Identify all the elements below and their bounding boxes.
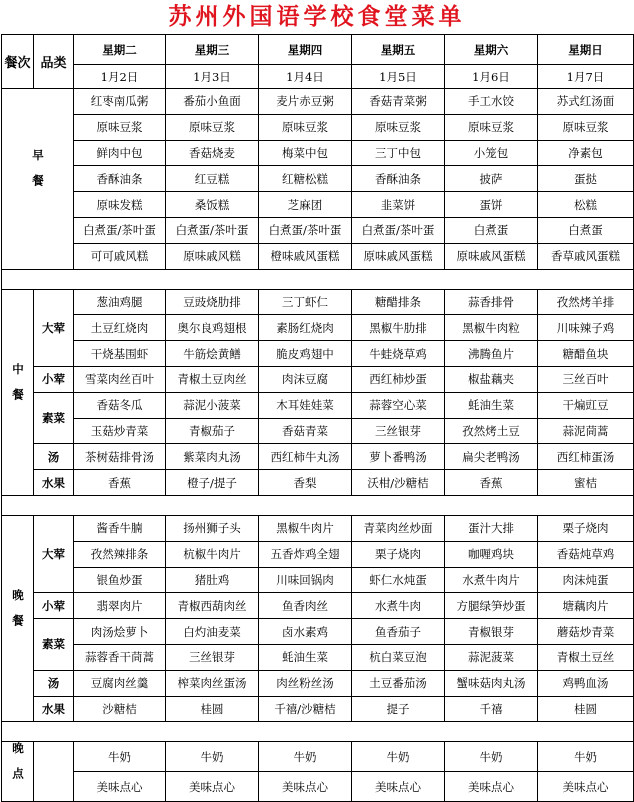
dish-cell: 白煮蛋/茶叶蛋 [259,217,352,243]
table-row [2,444,634,470]
dish-cell: 孜然辣排条 [74,541,166,567]
dish-cell: 原味豆浆 [445,114,538,140]
day-header: 星期二 [74,35,166,65]
dish-cell: 脆皮鸡翅中 [259,341,352,367]
dish-cell: 原味豆浆 [352,114,445,140]
dish-cell: 白煮蛋 [538,217,634,243]
dish-cell: 牛筋烩黄鳝 [166,341,259,367]
day-header: 星期六 [445,35,538,65]
dish-cell: 肉沫豆腐 [259,366,352,392]
dish-cell: 蛋饼 [445,192,538,218]
dish-cell: 干烧基围虾 [74,341,166,367]
category-label: 素菜 [34,392,74,444]
dish-cell: 红糖松糕 [259,166,352,192]
breakfast-label [2,89,74,270]
dish-cell: 栗子烧肉 [538,515,634,541]
table-row [2,567,634,593]
dish-cell: 青椒银芽 [445,619,538,645]
meal-label: 中餐 [11,362,25,414]
dish-cell: 桂圆 [166,696,259,722]
dish-cell: 三丝百叶 [538,366,634,392]
table-row [2,89,634,115]
dish-cell: 豆腐肉丝羹 [74,670,166,696]
dish-cell: 青菜肉丝炒面 [352,515,445,541]
dish-cell: 杭椒牛肉片 [166,541,259,567]
dish-cell: 青椒土豆丝 [538,644,634,670]
dish-cell: 紫菜肉丸汤 [166,444,259,470]
category-label: 汤 [34,444,74,470]
dish-cell: 牛奶 [166,742,259,772]
dish-cell: 白煮蛋/茶叶蛋 [166,217,259,243]
meal-label: 晚餐 [11,589,25,641]
dish-cell: 香梨 [259,470,352,496]
dish-cell: 香菇冬瓜 [74,392,166,418]
dish-cell: 蚝油生菜 [445,392,538,418]
dish-cell: 素肠红烧肉 [259,315,352,341]
dish-cell: 小笼包 [445,140,538,166]
dish-cell: 沸腾鱼片 [445,341,538,367]
table-row [2,366,634,392]
table-row [2,65,634,89]
dish-cell: 青椒西葫肉丝 [166,593,259,619]
dish-cell: 塘藕肉片 [538,593,634,619]
dish-cell: 蘑菇炒青菜 [538,619,634,645]
dish-cell: 美味点心 [259,772,352,802]
dish-cell: 香蕉 [74,470,166,496]
dish-cell: 奥尔良鸡翅根 [166,315,259,341]
dish-cell: 红豆糕 [166,166,259,192]
dish-cell: 蒜泥小菠菜 [166,392,259,418]
dish-cell: 沙糖桔 [74,696,166,722]
category-label: 素菜 [34,619,74,671]
category-label: 汤 [34,670,74,696]
dish-cell: 美味点心 [352,772,445,802]
dish-cell: 沃柑/沙糖桔 [352,470,445,496]
dish-cell: 水煮牛肉 [352,593,445,619]
dish-cell: 土豆番茄汤 [352,670,445,696]
dish-cell: 孜然烤羊排 [538,289,634,315]
date-cell: 1月3日 [166,65,259,89]
dish-cell: 美味点心 [445,772,538,802]
table-row [2,541,634,567]
dish-cell: 蒜泥茼蒿 [538,418,634,444]
dish-cell: 黑椒牛肉片 [259,515,352,541]
dish-cell: 鱼香茄子 [352,619,445,645]
menu-table [1,34,634,802]
date-cell: 1月2日 [74,65,166,89]
lunch-label [2,289,34,495]
dish-cell: 椒盐藕夹 [445,366,538,392]
spacer-row [2,722,634,742]
dish-cell: 鲜肉中包 [74,140,166,166]
dish-cell: 蛋挞 [538,166,634,192]
dish-cell: 茶树菇排骨汤 [74,444,166,470]
dish-cell: 三丝银芽 [166,644,259,670]
dish-cell: 可可戚风糕 [74,243,166,269]
dish-cell: 虾仁水炖蛋 [352,567,445,593]
dish-cell: 美味点心 [538,772,634,802]
table-row [2,644,634,670]
dish-cell: 千禧/沙糖桔 [259,696,352,722]
dish-cell: 三丁虾仁 [259,289,352,315]
table-row [2,166,634,192]
table-row [2,619,634,645]
dish-cell: 香酥油条 [74,166,166,192]
dish-cell: 水煮牛肉片 [445,567,538,593]
dish-cell: 青椒茄子 [166,418,259,444]
dish-cell: 披萨 [445,166,538,192]
day-header: 星期四 [259,35,352,65]
dish-cell: 肉汤烩萝卜 [74,619,166,645]
dish-cell: 银鱼炒蛋 [74,567,166,593]
dish-cell: 榨菜肉丝蛋汤 [166,670,259,696]
dish-cell: 松糕 [538,192,634,218]
dish-cell: 鸡鸭血汤 [538,670,634,696]
table-row [2,470,634,496]
dish-cell: 桂圆 [538,696,634,722]
dish-cell: 原味豆浆 [74,114,166,140]
dish-cell: 净素包 [538,140,634,166]
dish-cell: 黑椒牛肉粒 [445,315,538,341]
dish-cell: 糖醋排条 [352,289,445,315]
dish-cell: 孜然烤土豆 [445,418,538,444]
dish-cell: 香酥油条 [352,166,445,192]
date-cell: 1月6日 [445,65,538,89]
table-row [2,418,634,444]
dish-cell: 手工水饺 [445,89,538,115]
day-header: 星期五 [352,35,445,65]
dish-cell: 白煮蛋/茶叶蛋 [74,217,166,243]
category-col-header: 品类 [34,35,74,89]
dish-cell: 白灼油麦菜 [166,619,259,645]
dish-cell: 干煸豇豆 [538,392,634,418]
dish-cell: 萝卜番鸭汤 [352,444,445,470]
dish-cell: 酱香牛腩 [74,515,166,541]
dish-cell: 蜜桔 [538,470,634,496]
dish-cell: 牛奶 [74,742,166,772]
dish-cell: 葱油鸡腿 [74,289,166,315]
dish-cell: 橙子/提子 [166,470,259,496]
dish-cell: 黑椒牛肋排 [352,315,445,341]
table-row [2,670,634,696]
dish-cell: 雪菜肉丝百叶 [74,366,166,392]
dish-cell: 蚝油生菜 [259,644,352,670]
table-row [2,289,634,315]
dish-cell: 肉丝粉丝汤 [259,670,352,696]
table-row [2,772,634,802]
dish-cell: 方腿绿笋炒蛋 [445,593,538,619]
meal-label: 晚点 [11,742,25,794]
dish-cell: 原味豆浆 [538,114,634,140]
dish-cell: 美味点心 [166,772,259,802]
table-row [2,243,634,269]
dish-cell: 三丝银芽 [352,418,445,444]
dish-cell: 五香炸鸡全翅 [259,541,352,567]
dish-cell: 原味豆浆 [166,114,259,140]
date-cell: 1月5日 [352,65,445,89]
date-cell: 1月4日 [259,65,352,89]
spacer-row [2,495,634,515]
dish-cell: 原味戚风蛋糕 [352,243,445,269]
table-row [2,742,634,772]
dish-cell: 川味辣子鸡 [538,315,634,341]
dish-cell: 梅菜中包 [259,140,352,166]
table-row [2,515,634,541]
snack-label [2,742,34,802]
dish-cell: 韭菜饼 [352,192,445,218]
dish-cell: 橙味戚风蛋糕 [259,243,352,269]
dish-cell: 猪肚鸡 [166,567,259,593]
category-label: 大荤 [34,515,74,592]
category-label: 水果 [34,470,74,496]
dish-cell: 翡翠肉片 [74,593,166,619]
dish-cell: 香菇烧麦 [166,140,259,166]
category-label: 小荤 [34,366,74,392]
dish-cell: 蒜蓉香干茼蒿 [74,644,166,670]
dish-cell: 美味点心 [74,772,166,802]
dish-cell: 牛奶 [538,742,634,772]
dish-cell: 白煮蛋 [445,217,538,243]
dish-cell: 西红柿蛋汤 [538,444,634,470]
dish-cell: 牛蛙烧草鸡 [352,341,445,367]
dish-cell: 香菇炖草鸡 [538,541,634,567]
dish-cell: 咖喱鸡块 [445,541,538,567]
table-row [2,341,634,367]
table-row [2,35,634,65]
dish-cell: 糖醋鱼块 [538,341,634,367]
day-header: 星期三 [166,35,259,65]
dish-cell: 牛奶 [352,742,445,772]
dish-cell: 玉菇炒青菜 [74,418,166,444]
dish-cell: 肉沫炖蛋 [538,567,634,593]
table-row [2,192,634,218]
day-header: 星期日 [538,35,634,65]
dish-cell: 香草戚风蛋糕 [538,243,634,269]
dish-cell: 三丁中包 [352,140,445,166]
dish-cell: 芝麻团 [259,192,352,218]
dish-cell: 栗子烧肉 [352,541,445,567]
dish-cell: 蒜泥菠菜 [445,644,538,670]
dish-cell: 提子 [352,696,445,722]
dish-cell: 红枣南瓜粥 [74,89,166,115]
dish-cell: 土豆红烧肉 [74,315,166,341]
dish-cell: 桑饭糕 [166,192,259,218]
meal-col-header: 餐次 [2,35,34,89]
dish-cell: 苏式红汤面 [538,89,634,115]
table-row [2,593,634,619]
table-row [2,722,634,742]
dish-cell: 扁尖老鸭汤 [445,444,538,470]
dish-cell: 青椒土豆肉丝 [166,366,259,392]
dish-cell: 白煮蛋/茶叶蛋 [352,217,445,243]
table-row [2,269,634,289]
meal-label: 早餐 [31,149,45,201]
category-label: 小荤 [34,593,74,619]
dish-cell: 蒜香排骨 [445,289,538,315]
dish-cell: 千禧 [445,696,538,722]
dish-cell: 豆豉烧肋排 [166,289,259,315]
dish-cell: 香菇青菜 [259,418,352,444]
dish-cell: 扬州狮子头 [166,515,259,541]
dish-cell: 番茄小鱼面 [166,89,259,115]
dish-cell: 鱼香肉丝 [259,593,352,619]
dish-cell: 原味豆浆 [259,114,352,140]
table-row [2,140,634,166]
dish-cell: 香菇青菜粥 [352,89,445,115]
category-label: 大荤 [34,289,74,366]
empty-category [34,742,74,802]
page-title: 苏州外国语学校食堂菜单 [168,3,466,30]
table-row [2,315,634,341]
date-cell: 1月7日 [538,65,634,89]
dish-cell: 牛奶 [259,742,352,772]
dish-cell: 蛋汁大排 [445,515,538,541]
dish-cell: 川味回锅肉 [259,567,352,593]
dish-cell: 西红柿炒蛋 [352,366,445,392]
dish-cell: 麦片赤豆粥 [259,89,352,115]
table-row [2,495,634,515]
dish-cell: 香蕉 [445,470,538,496]
dish-cell: 原味戚风糕 [166,243,259,269]
table-row [2,392,634,418]
dish-cell: 杭白菜豆泡 [352,644,445,670]
dinner-label [2,515,34,721]
dish-cell: 牛奶 [445,742,538,772]
table-row [2,696,634,722]
dish-cell: 卤水素鸡 [259,619,352,645]
spacer-row [2,269,634,289]
dish-cell: 原味发糕 [74,192,166,218]
dish-cell: 原味戚风蛋糕 [445,243,538,269]
dish-cell: 蒜蓉空心菜 [352,392,445,418]
dish-cell: 蟹味菇肉丸汤 [445,670,538,696]
table-row [2,114,634,140]
dish-cell: 西红柿牛丸汤 [259,444,352,470]
table-row [2,217,634,243]
category-label: 水果 [34,696,74,722]
dish-cell: 木耳娃娃菜 [259,392,352,418]
